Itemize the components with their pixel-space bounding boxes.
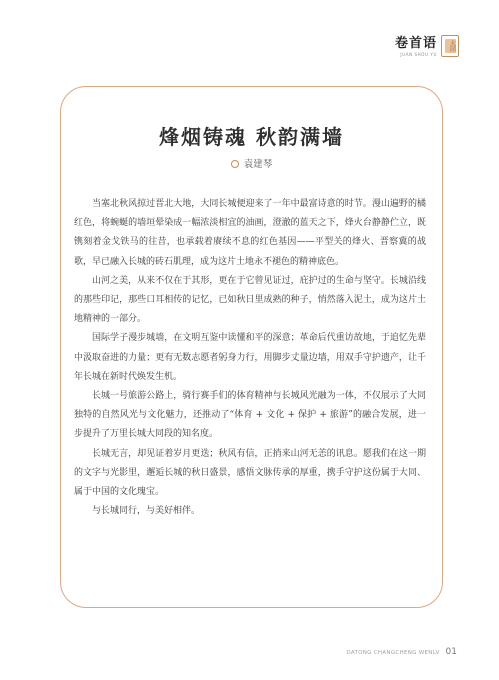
masthead-text	[395, 36, 437, 57]
paragraph-6: 与长城同行，与美好相伴。	[92, 506, 201, 517]
article-body	[74, 195, 426, 521]
page-number: 01	[445, 647, 457, 657]
circle-bullet-icon	[231, 160, 239, 168]
masthead-title: 卷首语	[394, 36, 437, 51]
seal-text: 大同	[445, 39, 456, 53]
paragraph-5: 长城无言，却见证着岁月更迭；秋风有信，正捎来山河无恙的讯息。愿我们在这一期的文字与光影里，邂逅长城的秋日盛景，感悟文脉传承的厚重，携手守护这份属于大同、属于中国的文化瑰宝。	[74, 448, 426, 498]
footer-text: DATONG CHANGCHENG WENLV	[346, 650, 440, 656]
paragraph-3: 国际学子漫步城墙，在文明互鉴中读懂和平的深意；革命后代重访故地，于追忆先辈中汲取奋进的力量；更有无数志愿者躬身力行，用脚步丈量边墙，用双手守护遗产，让千年长城在新时代焕发生机。	[74, 333, 426, 382]
masthead-pinyin: JUAN SHOU YU	[400, 52, 437, 57]
seal-logo-icon	[441, 35, 459, 57]
paragraph-4: 长城一号旅游公路上，骑行赛手们的体育精神与长城风光融为一体，不仅展示了大同独特的自然风光与文化魅力，还推动了“体育 + 文化 + 保护 + 旅游”的融合发展，进一步提升了万里长城大同段的知名度。	[74, 391, 426, 440]
paragraph-1: 当塞北秋风掠过晋北大地，大同长城便迎来了一年中最富诗意的时节。漫山遍野的橘红色，将蜿蜒的墙垣晕染成一幅浓淡相宜的油画，澄澈的蓝天之下，烽火台静静伫立，既镌刻着金戈铁马的往昔，也承载着赓续不息的红色基因——平型关的烽火、晋察冀的战歌，早已融入长城的砖石肌理，成为这片土地永不褪色的精神底色。	[74, 199, 426, 267]
page-footer	[346, 647, 457, 657]
author-name: 袁建琴	[243, 159, 273, 170]
masthead	[395, 36, 459, 57]
paragraph-2: 山河之美，从来不仅在于其形，更在于它曾见证过，庇护过的生命与坚守。长城沿线的那些印记，那些口耳相传的记忆，已如秋日里成熟的种子，悄然落入泥土，成为这片土地精神的一部分。	[74, 275, 426, 325]
article-title: 烽烟铸魂 秋韵满墙	[159, 125, 344, 149]
byline	[60, 156, 443, 170]
